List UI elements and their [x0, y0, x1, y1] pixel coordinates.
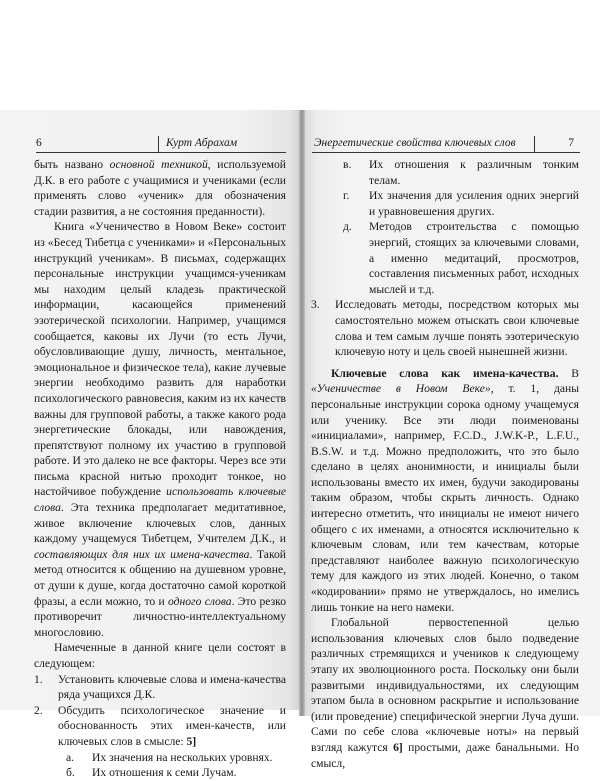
text-run: быть названо — [34, 158, 110, 171]
header-divider — [534, 136, 535, 152]
paragraph — [311, 366, 579, 616]
sub-list-item — [34, 750, 286, 766]
list-marker: б. — [66, 766, 75, 780]
text-run: Их значения на нескольких уровнях. — [92, 750, 273, 764]
text-run: Исследовать методы, посредством которых мы самостоятельно можем отыскать свои ключевые слова и тем самым лучше понять эзотерическую ключевую ноту и цель своей нынешней жизни. — [335, 298, 579, 359]
text-run: . Это резко противоречит личностно-интеллектуальному многословию. — [34, 594, 286, 639]
text-run: Их отношения к семи Лучам. — [92, 766, 237, 780]
text-run: Их отношения к различным тонким телам. — [369, 158, 579, 187]
list-item — [34, 672, 286, 703]
text-run: Намеченные в данной книге цели состоят в следующем: — [34, 641, 286, 670]
left-running-header — [36, 136, 286, 153]
paragraph — [34, 219, 286, 640]
text-run: , используемой Д.К. в его работе с учащимися и учениками (если применять слово «ученик» для обозначения стадии развития, а не состояния преданности). — [34, 158, 286, 218]
sub-list-item — [311, 157, 579, 188]
text-run: простыми, даже банальными. Но смысл, — [311, 740, 580, 770]
list-marker: 1. — [34, 672, 43, 686]
text-run: Установить ключевые слова и имена-качества ряда учащихся Д.К. — [58, 672, 286, 702]
paragraph — [311, 615, 579, 771]
paragraph — [34, 157, 286, 219]
text-run: . Такой метод относится к общению на душевном уровне, от души к душе, когда достаточно самой короткой фразы, а если можно, то и — [34, 547, 286, 608]
text-run: Методов строительства с помощью энергий, стоящих за ключевыми словами, а именно медитаций, просмотров, составления письменных работ, исходных мыслей и т.д. — [369, 220, 579, 296]
paragraph — [34, 640, 286, 671]
left-page-number: 6 — [36, 137, 42, 149]
sub-list-item — [34, 765, 286, 781]
list-marker: 3. — [311, 298, 320, 312]
text-run: , т. 1, даны персональные инструкции сорока одному учащемуся или ученику. Все эти люди поименованы «инициалами», например, F.C.D., J.W.K-P., L.F.U., B.S.W. и т.д. Можно предположить, что это было сделано в целях анонимности, и инициалы были использованы вместо их имен, будучи закодированы таким образом, чтобы скрыть личность. Однако интересно отметить, что инициалы не имеют ничего общего с их именами, а относятся исключительно к ключевым словам, или тем качествам, которые представляют наиболее важную психологическую тему для каждого из этих людей. Конечно, о таком «кодировании» прямо не утверждалось, но имелись лишь тонкие на него намеки. — [311, 382, 579, 614]
list-marker: г. — [343, 189, 350, 203]
text-run: Глобальной первостепенной целью использования ключевых слов было подведение различных стремящихся и учеников к следующему этапу их эволюционного роста. Поскольку они были развитыми индивидуальностями, их следующим этапом была в основном раскрытие и использование (или проведение) специфической энергии Луча души. Сами по себе слова «ключевые ноты» на первый взгляд кажутся — [311, 616, 579, 754]
left-running-title: Курт Абрахам — [166, 137, 238, 149]
text-run: Книга «Ученичество в Новом Веке» состоит из «Бесед Тибетца с учениками» и «Персональных инструкций ученикам». В письмах, содержащих персональные инструкции учащимся-ученикам мы находим целый кладезь практической информации, касающейся применений эзотерической психологии. Например, учащимся сообщается, каковы их Лучи (то есть Лучи, обусловливающие душу, личность, ментальное, эмоциональное и физическое тела), какие лучевые энергии необходимо развить для наработки психологического равновесия, каким из их качеств важны для групповой работы, а также какого рода энергетические блокады, или навождения, препятствуют полному их участию в групповой работе. И это далеко не все факторы. Через все эти письма красной нитью проходит тонкое, но настойчивое побуждение — [34, 220, 286, 499]
italic-text: одного слова — [168, 594, 232, 608]
text-run: Обсудить психологическое значение и обоснованность этих имен-качеств, или ключевых слов в смысле: — [58, 703, 286, 748]
list-item — [311, 297, 579, 359]
bold-text: Ключевые слова как имена-качества. — [331, 366, 559, 380]
italic-text: «Ученичестве в Новом Веке» — [311, 382, 491, 396]
list-marker: а. — [66, 750, 75, 764]
list-item — [34, 703, 286, 750]
bold-text: 5] — [186, 734, 197, 748]
sub-list-item — [311, 219, 579, 297]
right-page-number: 7 — [568, 137, 574, 149]
right-running-header — [312, 136, 580, 153]
list-marker: в. — [343, 158, 352, 171]
book-gutter — [299, 110, 305, 716]
left-text-column — [34, 157, 286, 781]
list-marker: д. — [343, 220, 352, 234]
italic-text: основной техникой — [109, 158, 208, 171]
sub-list-item — [311, 188, 579, 219]
italic-text: составляющих для них их имена-качества — [34, 547, 250, 561]
list-marker: 2. — [34, 703, 43, 717]
text-run: . Эта техника предполагает медитативное, живое включение ключевых слов, данных каждому учащемуся Тибетцем, Учителем Д.К., и — [34, 501, 286, 546]
right-text-column — [311, 157, 579, 771]
bold-text: 6] — [393, 740, 403, 754]
italic-text: использовать ключевые слова — [34, 485, 286, 515]
text-run: Их значения для усиления одних энергий и уравновешения других. — [369, 189, 579, 218]
text-run: В — [558, 366, 579, 380]
header-divider — [158, 136, 159, 152]
right-running-title: Энергетические свойства ключевых слов — [314, 137, 516, 149]
